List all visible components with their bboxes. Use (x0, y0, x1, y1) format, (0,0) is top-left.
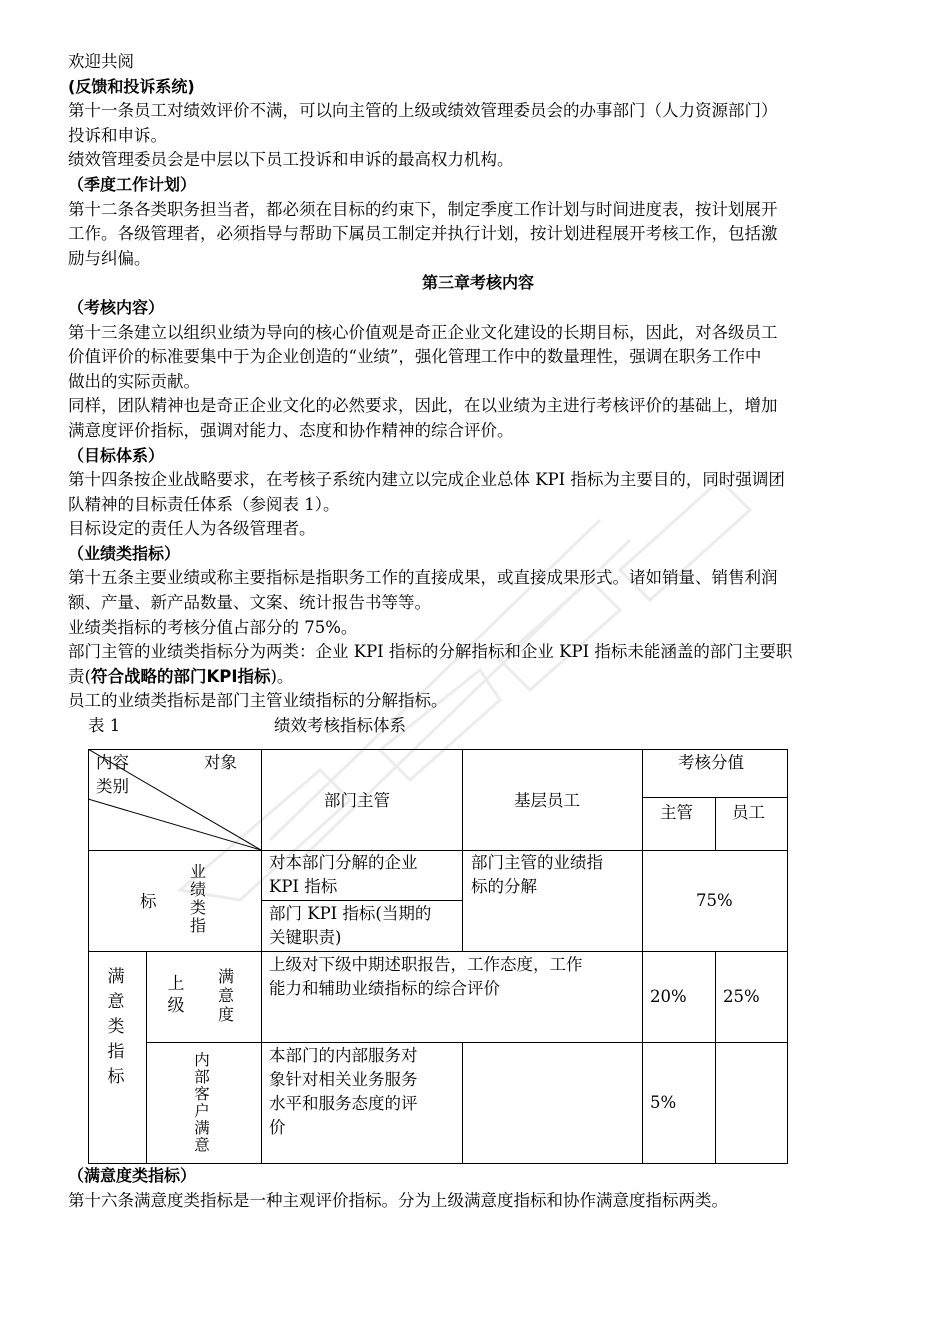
sup-desc-a: 上级对下级中期述职报告，工作态度，工作 (269, 955, 583, 974)
internal-desc-b: 象针对相关业务服务 (269, 1070, 418, 1089)
perf-mgr-2a: 部门 KPI 指标(当期的 (269, 904, 432, 923)
internal-desc-d: 价 (269, 1118, 286, 1137)
col-line-4-top (715, 797, 716, 851)
team-line1: 同样，团队精神也是奇正企业文化的必然要求，因此，在以业绩为主进行考核评价的基础上，增加 (68, 396, 778, 416)
article-12-line1: 第十二条各类职务担当者，都必须在目标的约束下，制定季度工作计划与时间进度表，按计划展开 (68, 199, 778, 219)
article-12-line3: 励与纠偏。 (68, 248, 151, 268)
perf-vertical-label: 业 绩 类 指 (189, 862, 206, 935)
table-title: 绩效考核指标体系 (274, 716, 406, 736)
internal-desc-c: 水平和服务态度的评 (269, 1094, 418, 1113)
perf-staff-b: 标的分解 (471, 877, 537, 896)
sup-vertical-label: 满 意 度 (217, 967, 234, 1024)
row-divider-perf (88, 951, 788, 952)
internal-vertical-label: 内 部 客 户 满 意 (194, 1051, 210, 1154)
col-line-sat (146, 951, 147, 1164)
perf-mgr-2b: 关键职责) (269, 928, 342, 947)
document-body (68, 50, 888, 738)
table-caption: 表 1 (88, 716, 121, 736)
perf-mgr-1b: KPI 指标 (269, 877, 338, 896)
col-score-manager: 主管 (660, 803, 693, 822)
dept-line2-a: 责( (68, 666, 91, 686)
team-line2: 满意度评价指标，强调对能力、态度和协作精神的综合评价。 (68, 420, 514, 440)
diag-category: 类别 (96, 777, 129, 796)
article-13-line2: 价值评价的标准要集中于为企业创造的“业绩”，强化管理工作中的数量理性，强调在职务工作中 (68, 347, 762, 367)
article-11-line2: 投诉和申诉。 (68, 125, 167, 145)
col-line-4-bottom (715, 951, 716, 1164)
perf-score: 75% (696, 891, 733, 910)
indicator-table (88, 749, 788, 1164)
col-staff: 基层员工 (514, 791, 580, 810)
article-13-line1: 第十三条建立以组织业绩为导向的核心价值观是奇正企业文化建设的长期目标，因此，对各级员工 (68, 322, 778, 342)
staff-text: 员工的业绩类指标是部门主管业绩指标的分解指标。 (68, 691, 448, 711)
header-text: 欢迎共阅 (68, 52, 134, 71)
sat-vertical-label: 满 意 类 指 标 (107, 967, 125, 1087)
perf-staff-a: 部门主管的业绩指 (471, 853, 603, 872)
article-14-line1: 第十四条按企业战略要求，在考核子系统内建立以完成企业总体 KPI 指标为主要目的，同时强调团 (68, 470, 785, 490)
article-14-line2: 队精神的目标责任体系（参阅表 1）。 (68, 494, 340, 514)
chapter-title: 第三章考核内容 (421, 273, 534, 293)
col-line-2-top (462, 749, 463, 952)
table-border-right (787, 749, 788, 1164)
perf-split-line (261, 900, 463, 901)
internal-desc-a: 本部门的内部服务对 (269, 1046, 418, 1065)
diag-object: 对象 (204, 753, 237, 772)
sup-score-mgr: 20% (650, 987, 687, 1006)
col-score-staff: 员工 (732, 803, 765, 822)
content-heading: （考核内容） (68, 297, 165, 317)
row-divider-sup (146, 1042, 788, 1043)
article-13-line3: 做出的实际贡献。 (68, 371, 200, 391)
committee-text: 绩效管理委员会是中层以下员工投诉和申诉的最高权力机构。 (68, 150, 514, 170)
col-score: 考核分值 (678, 753, 744, 772)
perf-label: 标 (140, 892, 157, 911)
col-line-2-bottom (462, 1042, 463, 1164)
col-line-3 (642, 749, 643, 1164)
satisfaction-heading: （满意度类指标） (68, 1166, 197, 1185)
article-15-line2: 额、产量、新产品数量、文案、统计报告书等等。 (68, 593, 431, 613)
internal-score-mgr: 5% (650, 1093, 677, 1112)
goal-heading: （目标体系） (68, 445, 165, 465)
col-manager: 部门主管 (324, 791, 390, 810)
feedback-heading: (反馈和投诉系统) (68, 76, 195, 96)
sup-desc-b: 能力和辅助业绩指标的综合评价 (269, 979, 500, 998)
article-16: 第十六条满意度类指标是一种主观评价指标。分为上级满意度指标和协作满意度指标两类。 (68, 1190, 728, 1210)
sup-label: 上 级 (167, 974, 185, 1016)
dept-line2-b: )。 (270, 666, 294, 686)
dept-line2 (68, 665, 888, 690)
target-setter: 目标设定的责任人为各级管理者。 (68, 519, 316, 539)
article-12-line2: 工作。各级管理者，必须指导与帮助下属员工制定并执行计划，按计划进程展开考核工作，包括激 (68, 224, 778, 244)
perf-heading: （业绩类指标） (68, 543, 181, 563)
article-11-line1: 第十一条员工对绩效评价不满，可以向主管的上级或绩效管理委员会的办事部门（人力资源部门） (68, 101, 778, 121)
perf-mgr-1a: 对本部门分解的企业 (269, 853, 418, 872)
after-table (68, 1164, 888, 1213)
dept-line1: 部门主管的业绩类指标分为两类：企业 KPI 指标的分解指标和企业 KPI 指标未能涵盖的部门主要职 (68, 642, 793, 662)
quarter-heading: （季度工作计划） (68, 174, 197, 194)
article-15-line1: 第十五条主要业绩或称主要指标是指职务工作的直接成果，或直接成果形式。诸如销量、销售利润 (68, 568, 778, 588)
dept-kpi-bold: 符合战略的部门KPI指标 (90, 666, 271, 686)
diag-content: 内容 (96, 753, 129, 772)
table-caption-row (68, 714, 888, 738)
weight-text: 业绩类指标的考核分值占部分的 75%。 (68, 617, 358, 637)
sup-score-staff: 25% (723, 987, 760, 1006)
